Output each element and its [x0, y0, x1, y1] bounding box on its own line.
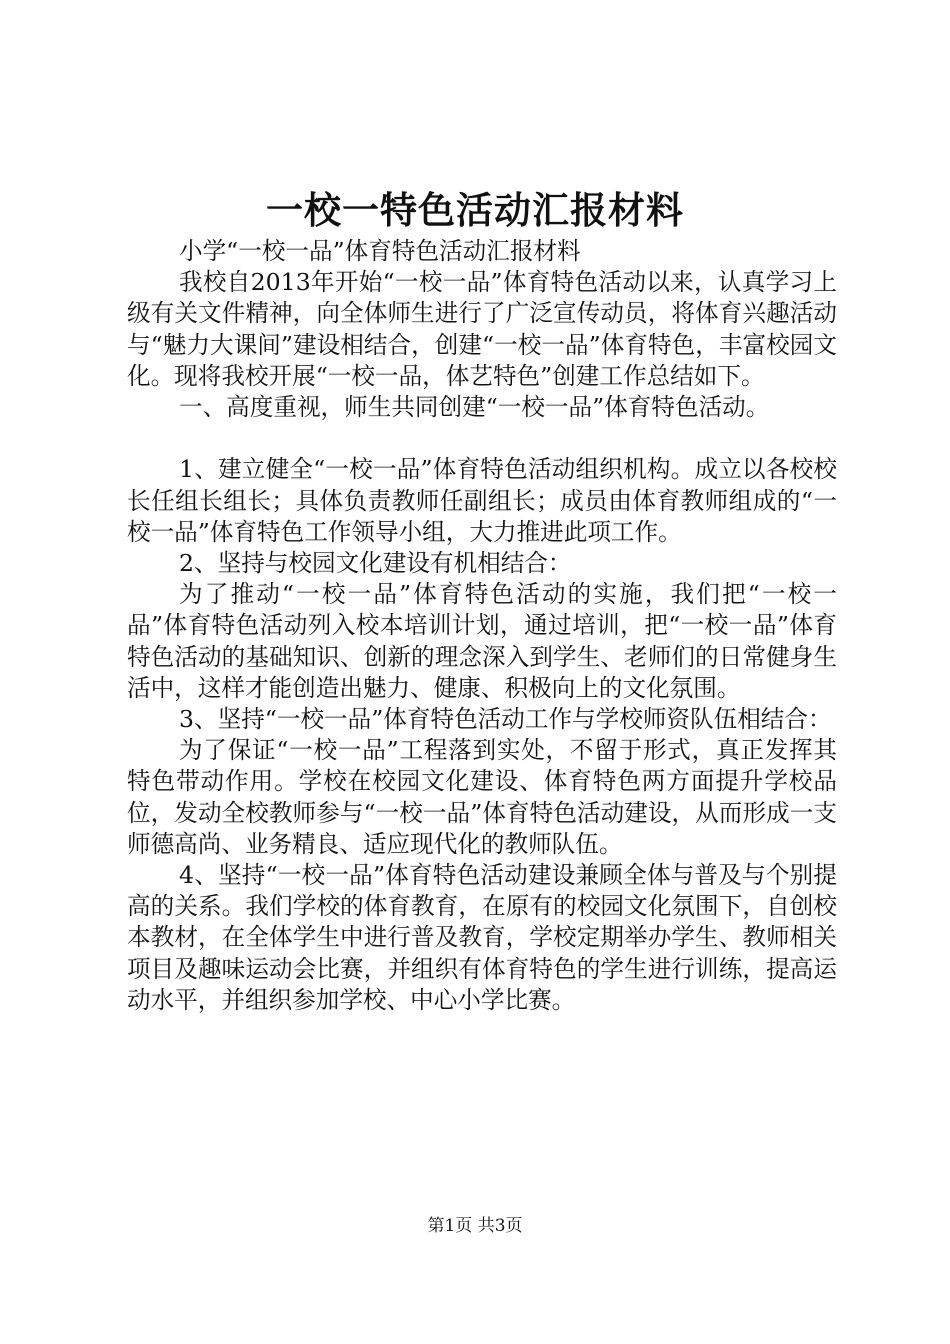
page-footer: 第1页 共3页: [427, 1216, 523, 1236]
subtitle-paragraph: 小学“一校一品”体育特色活动汇报材料: [179, 237, 581, 265]
section-heading-1: 一、高度重视，师生共同创建“一校一品”体育特色活动。: [179, 393, 770, 422]
item-3-paragraph: 为了保证“一校一品”工程落到实处，不留于形式，真正发挥其特色带动作用。学校在校园文化建设、体育特色两方面提升学校品位，发动全校教师参与“一校一品”体育特色活动建设，从而形成一支师德高尚、业务精良、适应现代化的教师队伍。: [127, 736, 837, 858]
item-3-heading: 3、坚持“一校一品”体育特色活动工作与学校师资队伍相结合：: [179, 705, 832, 734]
item-2-heading: 2、坚持与校园文化建设有机相结合：: [179, 549, 572, 578]
item-4-paragraph: 4、坚持“一校一品”体育特色活动建设兼顾全体与普及与个别提高的关系。我们学校的体育教育，在原有的校园文化氛围下，自创校本教材，在全体学生中进行普及教育，学校定期举办学生、教师相关项目及趣味运动会比赛，并组织有体育特色的学生进行训练，提高运动水平，并组织参加学校、中心小学比赛。: [127, 861, 837, 1014]
intro-paragraph: 我校自2013年开始“一校一品”体育特色活动以来，认真学习上级有关文件精神，向全体师生进行了广泛宣传动员，将体育兴趣活动与“魅力大课间”建设相结合，创建“一校一品”体育特色，丰富校园文化。现将我校开展“一校一品，体艺特色”创建工作总结如下。: [127, 268, 837, 390]
blank-line: [127, 423, 837, 454]
item-2-paragraph: 为了推动“一校一品”体育特色活动的实施，我们把“一校一品”体育特色活动列入校本培训计划，通过培训，把“一校一品”体育特色活动的基础知识、创新的理念深入到学生、老师们的日常健身生活中，这样才能创造出魅力、健康、积极向上的文化氛围。: [127, 580, 837, 702]
document-body: [127, 236, 837, 1016]
item-1-paragraph: 1、建立健全“一校一品”体育特色活动组织机构。成立以各校校长任组长组长；具体负责教师任副组长；成员由体育教师组成的“一校一品”体育特色工作领导小组，大力推进此项工作。: [127, 455, 837, 546]
document-title: 一校一特色活动汇报材料: [266, 188, 684, 232]
